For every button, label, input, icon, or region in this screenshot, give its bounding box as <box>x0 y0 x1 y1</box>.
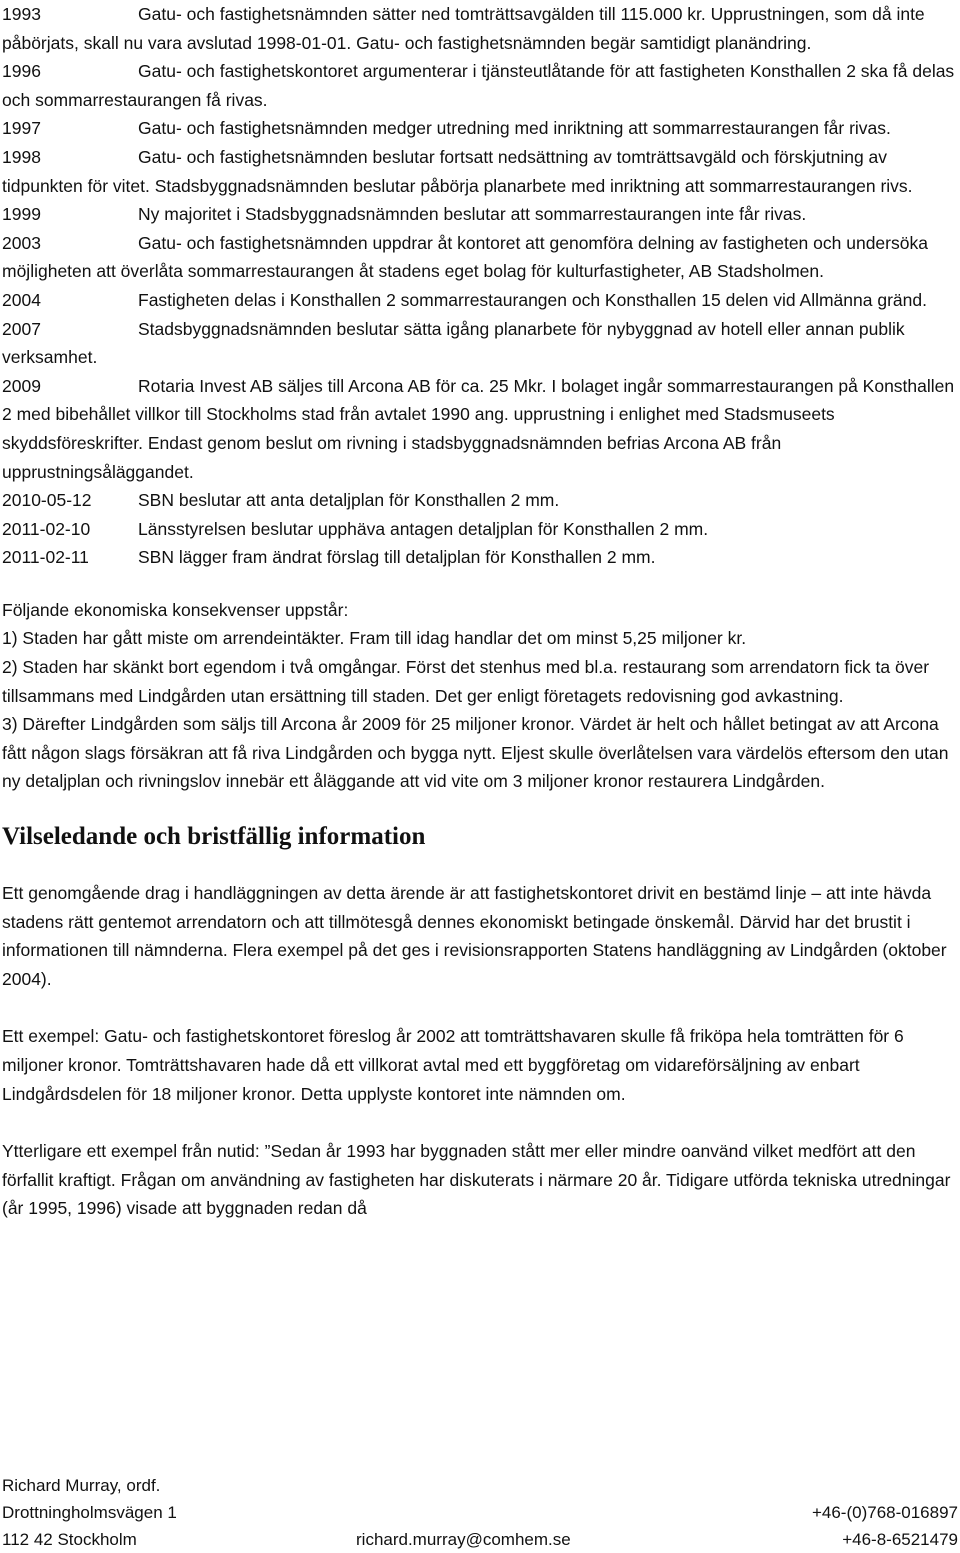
timeline-year: 2004 <box>2 289 41 310</box>
consequence-item: 1) Staden har gått miste om arrendeintäkter. Fram till idag handlar det om minst 5,25 miljoner kr. <box>2 628 747 649</box>
timeline-year: 2003 <box>2 232 41 253</box>
timeline-date: 2011-02-11 <box>2 547 89 568</box>
footer-row <box>2 1499 958 1526</box>
timeline-text: Gatu- och fastighetsnämnden medger utredning med inriktning att sommarrestaurangen får rivas. <box>138 118 891 139</box>
sender-name: Richard Murray, ordf. <box>2 1476 161 1495</box>
consequence-item: 2) Staden har skänkt bort egendom i två omgångar. Först det stenhus med bl.a. restaurang som arrendatorn fick ta över tillsammans med Lindgården utan ersättning till staden. Det ger enligt företagets redovisning god avkastning. <box>2 657 930 706</box>
timeline-entry <box>2 57 958 114</box>
timeline-entry <box>2 543 958 572</box>
timeline-date: 2010-05-12 <box>2 490 92 511</box>
section-paragraph: Ett exempel: Gatu- och fastighetskontoret föreslog år 2002 att tomträttshavaren skulle få friköpa hela tomträtten för 6 miljoner kronor. Tomträttshavaren hade då ett villkorat avtal med ett byggföretag om vidareförsäljning av enbart Lindgårdsdelen för 18 miljoner kronor. Detta upplyste kontoret inte nämnden om. <box>2 1026 904 1104</box>
section-paragraph: Ett genomgående drag i handläggningen av detta ärende är att fastighetskontoret drivit en bestämd linje – att inte hävda stadens rätt gentemot arrendatorn och att tillmötesgå dennes ekonomiskt betingade önskemål. Därvid har det brustit i informationen till nämnderna. Flera exempel på det ges i revisionsrapporten Statens handläggning av Lindgården (oktober 2004). <box>2 883 947 989</box>
timeline-date: 2011-02-10 <box>2 518 91 539</box>
footer-row <box>2 1526 958 1553</box>
timeline-text: Stadsbyggnadsnämnden beslutar sätta igång planarbete för nybyggnad av hotell eller annan publik verksamhet. <box>2 318 905 368</box>
email-address: richard.murray@comhem.se <box>356 1530 571 1549</box>
timeline-year: 1996 <box>2 61 41 82</box>
timeline-entry <box>2 315 958 372</box>
document-body <box>2 0 958 1223</box>
spacer <box>2 1108 958 1137</box>
timeline-text: Fastigheten delas i Konsthallen 2 sommarrestaurangen och Konsthallen 15 delen vid Allmänna gränd. <box>138 289 927 310</box>
timeline-text: SBN lägger fram ändrat förslag till detaljplan för Konsthallen 2 mm. <box>138 547 656 568</box>
timeline-entry <box>2 515 958 544</box>
timeline-entry <box>2 372 958 486</box>
timeline-year: 1999 <box>2 204 41 225</box>
spacer <box>2 572 958 596</box>
section-heading: Vilseledande och bristfällig information <box>2 823 426 851</box>
timeline-entry <box>2 286 958 315</box>
timeline-year: 2009 <box>2 375 41 396</box>
timeline-text: Rotaria Invest AB säljes till Arcona AB för ca. 25 Mkr. I bolaget ingår sommarrestaurangen på Konsthallen 2 med bibehållet villkor till Stockholms stad från avtalet 1990 ang. upprustning i enlighet med Stadsmuseets skyddsföreskrifter. Endast genom beslut om rivning i stadsbyggnadsnämnden befrias Arcona AB från upprustningsåläggandet. <box>2 375 955 482</box>
timeline-entry <box>2 0 958 57</box>
timeline-year: 2007 <box>2 318 41 339</box>
timeline-entry <box>2 486 958 515</box>
postal-address: 112 42 Stockholm <box>2 1530 137 1549</box>
timeline <box>2 0 958 572</box>
timeline-year: 1993 <box>2 4 41 24</box>
timeline-text: Gatu- och fastighetsnämnden sätter ned tomträttsavgälden till 115.000 kr. Upprustningen, som då inte påbörjats, skall nu vara avslutad 1998-01-01. Gatu- och fastighetsnämnden begär samtidigt planändring. <box>2 4 925 53</box>
timeline-entry <box>2 200 958 229</box>
home-phone: +46-8-6521479 <box>842 1530 958 1549</box>
footer-row <box>2 1472 958 1499</box>
consequences-list <box>2 596 958 796</box>
timeline-text: Ny majoritet i Stadsbyggnadsnämnden beslutar att sommarrestaurangen inte får rivas. <box>138 204 807 225</box>
timeline-text: Gatu- och fastighetsnämnden uppdrar åt kontoret att genomföra delning av fastigheten och undersöka möjligheten att överlåta sommarrestaurangen åt stadens eget bolag för kulturfastigheter, AB Stadsholmen. <box>2 232 928 282</box>
section-paragraph: Ytterligare ett exempel från nutid: ”Sedan år 1993 har byggnaden stått mer eller mindre oanvänd vilket medfört att den förfallit kraftigt. Frågan om användning av fastigheten har diskuterats i närmare 20 år. Tidigare utförda tekniska utredningar (år 1995, 1996) visade att byggnaden redan då <box>2 1141 951 1219</box>
timeline-entry <box>2 114 958 143</box>
mobile-phone: +46-(0)768-016897 <box>811 1503 958 1522</box>
consequences-intro: Följande ekonomiska konsekvenser uppstår: <box>2 599 349 620</box>
timeline-text: Gatu- och fastighetskontoret argumenterar i tjänsteutlåtande för att fastigheten Konsthallen 2 ska få delas och sommarrestaurangen få rivas. <box>2 61 955 110</box>
timeline-year: 1997 <box>2 118 41 139</box>
spacer <box>2 993 958 1022</box>
letterhead-footer <box>2 1472 958 1553</box>
consequence-item: 3) Därefter Lindgården som säljs till Arcona år 2009 för 25 miljoner kronor. Värdet är helt och hållet betingat av att Arcona fått någon slags försäkran att få riva Lindgården och bygga nytt. Eljest skulle överlåtelsen vara värdelös eftersom den utan ny detaljplan och rivningslov innebär ett åläggande att vid vite om 3 miljoner kronor restaurera Lindgården. <box>2 714 949 792</box>
timeline-text: SBN beslutar att anta detaljplan för Konsthallen 2 mm. <box>138 490 560 511</box>
street-address: Drottningholmsvägen 1 <box>2 1503 177 1522</box>
timeline-text: Gatu- och fastighetsnämnden beslutar fortsatt nedsättning av tomträttsavgäld och förskjutning av tidpunkten för vitet. Stadsbyggnadsnämnden beslutar påbörja planarbete med inriktning att sommarrestaurangen rivs. <box>2 146 913 196</box>
timeline-text: Länsstyrelsen beslutar upphäva antagen detaljplan för Konsthallen 2 mm. <box>138 518 709 539</box>
timeline-year: 1998 <box>2 146 41 167</box>
timeline-entry <box>2 143 958 200</box>
timeline-entry <box>2 229 958 286</box>
